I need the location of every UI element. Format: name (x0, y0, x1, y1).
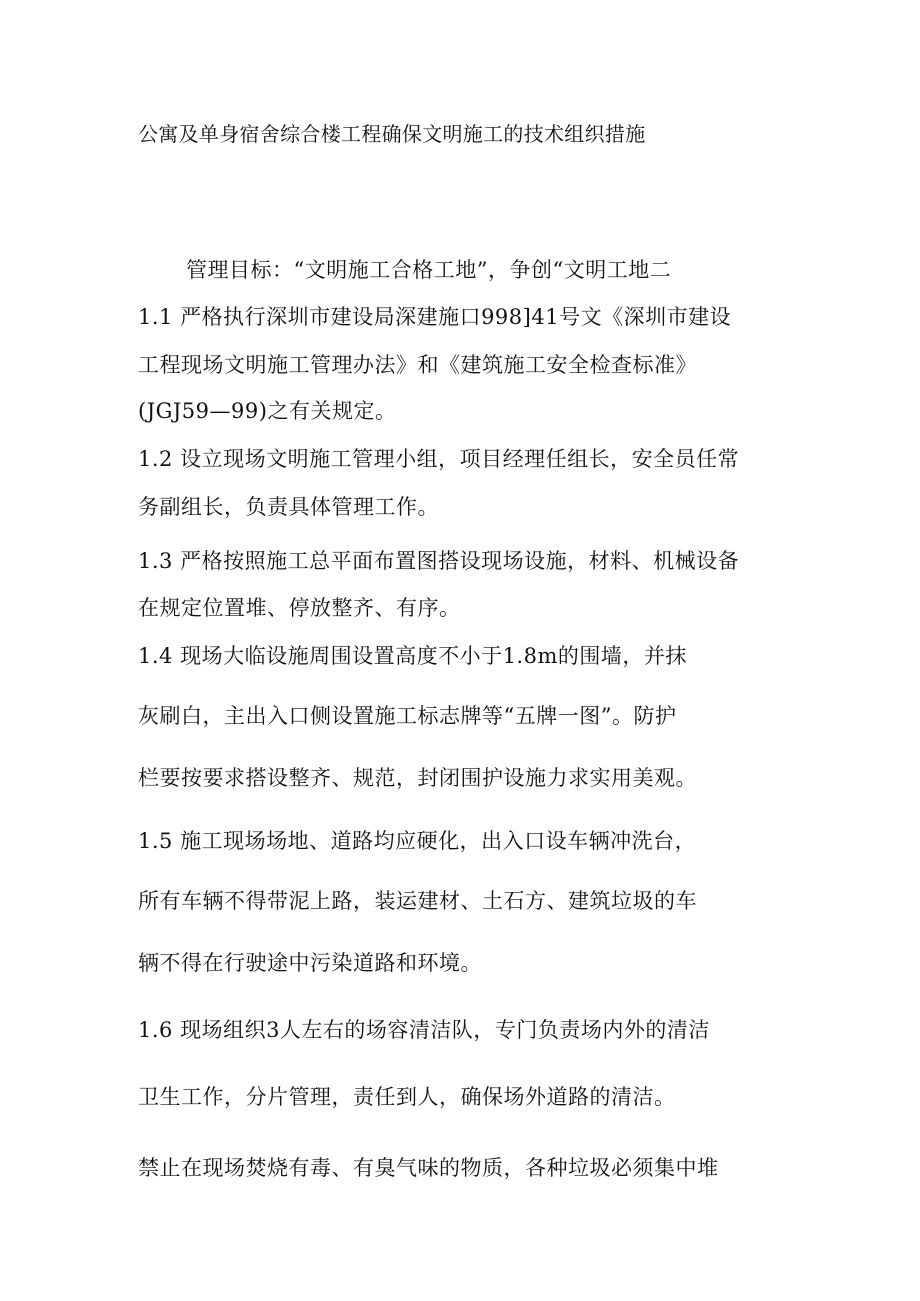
paragraph-line: 1.4 现场大临设施周围设置高度不小于1.8m的围墙，并抹 (138, 644, 687, 668)
paragraph-line: 1.3 严格按照施工总平面布置图搭设现场设施，材料、机械设备 (138, 549, 740, 573)
paragraph-line: 1.5 施工现场场地、道路均应硬化，出入口设车辆冲洗台， (138, 829, 697, 853)
document-title: 公寓及单身宿舍综合楼工程确保文明施工的技术组织措施 (138, 122, 646, 146)
paragraph-line: 在规定位置堆、停放整齐、有序。 (138, 596, 461, 620)
paragraph-line: 灰刷白，主出入口侧设置施工标志牌等“五牌一图”。防护 (138, 704, 677, 728)
paragraph-line: 禁止在现场焚烧有毒、有臭气味的物质，各种垃圾必须集中堆 (138, 1156, 719, 1180)
paragraph-line: (JGJ59—99)之有关规定。 (138, 399, 397, 423)
paragraph-line: 工程现场文明施工管理办法》和《建筑施工安全检查标准》 (138, 353, 697, 377)
paragraph-line: 辆不得在行驶途中污染道路和环境。 (138, 951, 482, 975)
paragraph-line: 1.2 设立现场文明施工管理小组，项目经理任组长，安全员任常 (138, 447, 740, 471)
paragraph-line: 1.1 严格执行深圳市建设局深建施口998]41号文《深圳市建设 (138, 305, 732, 329)
paragraph-line: 所有车辆不得带泥上路，装运建材、土石方、建筑垃圾的车 (138, 889, 697, 913)
paragraph-line: 1.6 现场组织3人左右的场容清洁队，专门负责场内外的清洁 (138, 1018, 710, 1042)
paragraph-line: 卫生工作，分片管理，责任到人，确保场外道路的清洁。 (138, 1085, 676, 1109)
paragraph-line: 务副组长，负责具体管理工作。 (138, 495, 439, 519)
paragraph-line: 栏要按要求搭设整齐、规范，封闭围护设施力求实用美观。 (138, 766, 697, 790)
paragraph-line: 管理目标：“文明施工合格工地”，争创“文明工地二 (186, 258, 672, 282)
